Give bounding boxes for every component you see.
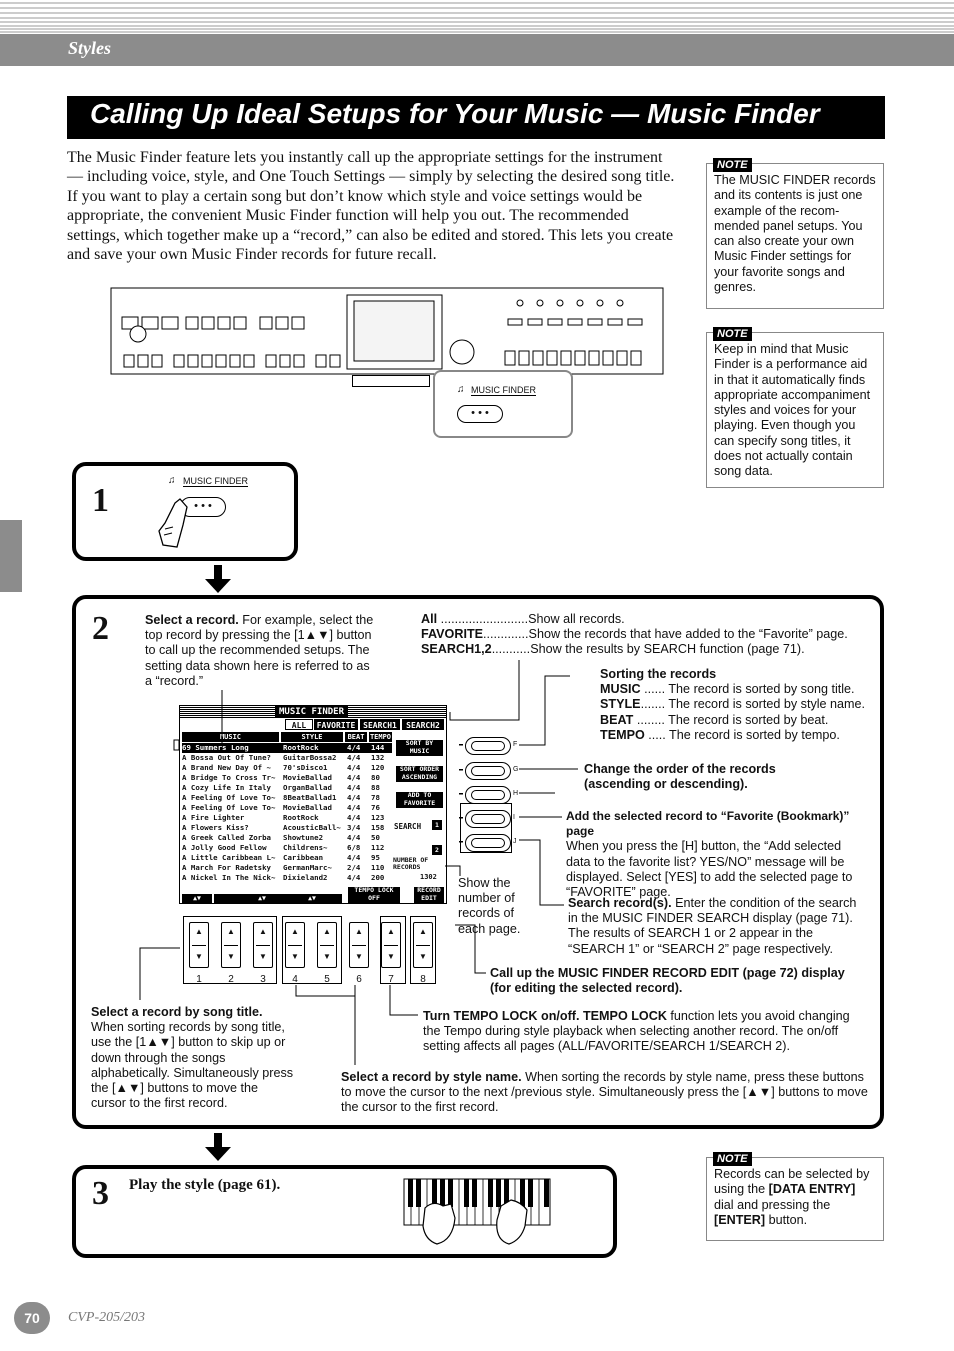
record-cell[interactable]: 120 bbox=[371, 763, 385, 772]
record-cell[interactable]: 78 bbox=[371, 793, 380, 802]
record-cell[interactable]: 4/4 bbox=[347, 773, 361, 782]
sort-tempo: TEMPO ..... The record is sorted by tempo. bbox=[600, 727, 840, 742]
record-cell[interactable]: Childrens~ bbox=[283, 843, 328, 852]
sort-order-button[interactable]: SORT ORDER ASCENDING bbox=[396, 766, 443, 782]
record-cell[interactable]: RootRock bbox=[283, 743, 319, 752]
model-name: CVP-205/203 bbox=[68, 1310, 145, 1325]
by-song-title: Select a record by song title. bbox=[91, 1005, 263, 1019]
note-text: Records can be selected by using the [DATA ENTRY] dial and pressing the [ENTER] button. bbox=[714, 1167, 870, 1227]
sort-style: STYLE....... The record is sorted by style name. bbox=[600, 697, 866, 712]
search-label: SEARCH bbox=[394, 822, 422, 831]
record-cell[interactable]: AcousticBall~ bbox=[283, 823, 341, 832]
note-tag: NOTE bbox=[713, 1152, 752, 1166]
scroll-button-2[interactable]: ▲▼ bbox=[214, 894, 310, 903]
slider-number: 6 bbox=[356, 974, 362, 985]
step-1-label: MUSIC FINDER bbox=[183, 476, 248, 486]
record-cell[interactable]: MovieBallad bbox=[283, 773, 332, 782]
record-cell[interactable]: A Feeling Of Love To~ bbox=[182, 793, 276, 802]
record-cell[interactable]: 144 bbox=[371, 743, 385, 752]
record-cell[interactable]: 70'sDisco1 bbox=[283, 763, 328, 772]
slider-number: 7 bbox=[388, 974, 394, 985]
music-finder-icon: ♫ bbox=[457, 384, 465, 395]
sorting-title: Sorting the records bbox=[600, 667, 717, 681]
record-cell[interactable]: GermanMarc~ bbox=[283, 863, 332, 872]
side-letter-g: G bbox=[513, 766, 519, 773]
record-cell[interactable]: 80 bbox=[371, 773, 380, 782]
record-cell[interactable]: Dixieland2 bbox=[283, 873, 328, 882]
slider-number: 2 bbox=[228, 974, 234, 985]
slider-number: 4 bbox=[292, 974, 298, 985]
col-beat: BEAT bbox=[345, 732, 367, 742]
note-box-3 bbox=[706, 1153, 884, 1241]
sort-by-button[interactable]: SORT BY MUSIC bbox=[396, 740, 443, 756]
note-tag: NOTE bbox=[713, 158, 752, 172]
record-cell[interactable]: 4/4 bbox=[347, 753, 361, 762]
record-cell[interactable]: 3/4 bbox=[347, 823, 361, 832]
record-edit-text: Call up the MUSIC FINDER RECORD EDIT (page 72) display (for editing the selected record). bbox=[490, 966, 845, 996]
record-cell[interactable]: A Greek Called Zorba bbox=[182, 833, 271, 842]
sort-beat: BEAT ........ The record is sorted by beat. bbox=[600, 712, 829, 727]
step-3-text: Play the style (page 61). bbox=[129, 1177, 281, 1193]
by-song-text: When sorting records by song title, use the [1▲▼] button to skip up or down through the songs alphabetically. Simultaneously press the [▲▼] buttons to move the cursor to the first record. bbox=[91, 1020, 294, 1111]
filter-all: All .........................Show all records. bbox=[421, 612, 625, 626]
record-cell[interactable]: 2/4 bbox=[347, 863, 361, 872]
side-letter-f: F bbox=[513, 741, 518, 748]
record-cell[interactable]: 50 bbox=[371, 833, 380, 842]
tempo-lock-text: function lets you avoid changing the Tempo during style playback when selecting another record. The on/off setting affects all pages (ALL/FAVORITE/SEARCH 1/SEARCH 2). bbox=[423, 1009, 850, 1054]
select-record-bold: Select a record. bbox=[145, 613, 239, 627]
music-finder-label: MUSIC FINDER bbox=[471, 385, 536, 395]
scroll-button-1[interactable]: ▲▼ bbox=[182, 894, 212, 903]
record-cell[interactable]: 4/4 bbox=[347, 833, 361, 842]
add-favorite-button[interactable]: ADD TO FAVORITE bbox=[396, 792, 443, 808]
record-cell[interactable]: 200 bbox=[371, 873, 385, 882]
search-1-button[interactable]: 1 bbox=[432, 820, 442, 830]
record-cell[interactable]: 4/4 bbox=[347, 803, 361, 812]
record-cell[interactable]: A Jolly Good Fellow bbox=[182, 843, 267, 852]
slider-number: 5 bbox=[324, 974, 330, 985]
favorite-text: When you press the [H] button, the “Add selected data to the favorite list? YES/NO” message will be displayed. Select [YES] to add the selected page to “FAVORITE” page. bbox=[566, 839, 853, 900]
by-style-text: When sorting the records by style name, press these buttons to move the cursor to the next /previous style. Simultaneously press the [▲▼] buttons to move the cursor to the first record. bbox=[341, 1070, 868, 1115]
record-cell[interactable]: 4/4 bbox=[347, 873, 361, 882]
by-style-title: Select a record by style name. bbox=[341, 1070, 522, 1084]
page-number: 70 bbox=[14, 1302, 50, 1334]
page-title: Calling Up Ideal Setups for Your Music — Music Finder bbox=[90, 98, 820, 129]
record-cell[interactable]: A Fire Lighter bbox=[182, 813, 245, 822]
note-text: Keep in mind that Music Finder is a performance aid in that it automatically finds appropriate accompaniment styles and voices for your playing. Even though you can specify song titles, it does not actually contain song data. bbox=[714, 342, 871, 479]
step-2-number: 2 bbox=[92, 610, 109, 647]
col-tempo: TEMPO bbox=[369, 733, 392, 741]
record-cell[interactable]: 123 bbox=[371, 813, 385, 822]
change-order-text: Change the order of the records (ascending or descending). bbox=[584, 762, 776, 792]
number-of-records-value: 1302 bbox=[420, 873, 437, 881]
col-style: STYLE bbox=[281, 732, 343, 742]
record-cell[interactable]: RootRock bbox=[283, 813, 319, 822]
record-cell[interactable]: 69 Summers Long bbox=[182, 743, 249, 752]
note-tag: NOTE bbox=[713, 327, 752, 341]
record-cell[interactable]: 110 bbox=[371, 863, 385, 872]
record-cell[interactable]: GuitarBossa2 bbox=[283, 753, 337, 762]
slider-number: 3 bbox=[260, 974, 266, 985]
record-edit-button[interactable]: RECORD EDIT bbox=[414, 887, 444, 903]
record-cell[interactable]: OrganBallad bbox=[283, 783, 332, 792]
filter-search: SEARCH1,2...........Show the results by SEARCH function (page 71). bbox=[421, 642, 805, 657]
sort-music: MUSIC ...... The record is sorted by song title. bbox=[600, 682, 855, 697]
record-cell[interactable]: A Nickel In The Nick~ bbox=[182, 873, 276, 882]
tab-all[interactable]: ALL bbox=[285, 719, 313, 730]
slider-number: 8 bbox=[420, 974, 426, 985]
record-cell[interactable]: A Brand New Day Of ~ bbox=[182, 763, 271, 772]
step-1-button[interactable]: • • • bbox=[180, 497, 226, 517]
filter-favorite: FAVORITE.............Show the records that have added to the “Favorite” page. bbox=[421, 627, 848, 642]
tempo-lock-button[interactable]: TEMPO LOCK OFF bbox=[348, 887, 400, 903]
col-music: MUSIC bbox=[182, 732, 279, 742]
tempo-lock-bold: Turn TEMPO LOCK on/off. TEMPO LOCK bbox=[423, 1009, 667, 1023]
tab-search2[interactable]: SEARCH2 bbox=[402, 719, 444, 730]
slider-number: 1 bbox=[196, 974, 202, 985]
search-text: Enter the condition of the search in the MUSIC FINDER SEARCH display (page 71). The results of SEARCH 1 or 2 appear in the “SEARCH 1” or “SEARCH 2” page respectively. bbox=[568, 896, 857, 956]
record-cell[interactable]: A Cozy Life In Italy bbox=[182, 783, 271, 792]
favorite-title: Add the selected record to “Favorite (Bookmark)” page bbox=[566, 809, 850, 839]
tab-favorite[interactable]: FAVORITE bbox=[314, 719, 358, 730]
record-cell[interactable]: 4/4 bbox=[347, 853, 361, 862]
record-cell[interactable]: A Flowers Kiss? bbox=[182, 823, 249, 832]
note-text: The MUSIC FINDER records and its contents is just one example of the recom-mended panel setups. You can also create your own Music Finder settings for your favorite songs and genres. bbox=[714, 173, 876, 295]
music-finder-icon: ♫ bbox=[168, 475, 176, 486]
step-1-number: 1 bbox=[92, 482, 109, 519]
show-count-text: Show the number of records of each page. bbox=[458, 876, 521, 936]
record-cell[interactable]: Showtune2 bbox=[283, 833, 324, 842]
record-cell[interactable]: 95 bbox=[371, 853, 380, 862]
side-letter-h: H bbox=[513, 790, 519, 797]
select-record-body: For example, select the top record by pressing the [1▲▼] button to call up the recommended setups. The setting data shown here is referred to as a “record.” bbox=[145, 613, 374, 688]
record-cell[interactable]: A Feeling Of Love To~ bbox=[182, 803, 276, 812]
record-cell[interactable]: 4/4 bbox=[347, 813, 361, 822]
record-cell[interactable]: 76 bbox=[371, 803, 380, 812]
scroll-button-3[interactable]: ▲▼ bbox=[282, 894, 342, 903]
record-cell[interactable]: 88 bbox=[371, 783, 380, 792]
record-cell[interactable]: 4/4 bbox=[347, 743, 361, 752]
search-title: Search record(s). bbox=[568, 896, 672, 910]
step-3-number: 3 bbox=[92, 1175, 109, 1212]
search-2-button[interactable]: 2 bbox=[432, 845, 442, 855]
side-letter-i: I bbox=[513, 814, 515, 821]
screen-title: MUSIC FINDER bbox=[275, 706, 348, 718]
record-cell[interactable]: 4/4 bbox=[347, 783, 361, 792]
record-cell[interactable]: A Little Caribbean L~ bbox=[182, 853, 276, 862]
record-cell[interactable]: 4/4 bbox=[347, 793, 361, 802]
tab-search1[interactable]: SEARCH1 bbox=[360, 719, 400, 730]
record-cell[interactable]: 132 bbox=[371, 753, 385, 762]
record-cell[interactable]: A March For Radetsky bbox=[182, 863, 271, 872]
record-cell[interactable]: 112 bbox=[371, 843, 385, 852]
record-cell[interactable]: MovieBallad bbox=[283, 803, 332, 812]
number-of-records-label: NUMBER OF RECORDS bbox=[393, 856, 429, 871]
record-cell[interactable]: 4/4 bbox=[347, 763, 361, 772]
side-letter-j: J bbox=[513, 838, 517, 845]
section-title: Styles bbox=[68, 38, 111, 58]
record-cell[interactable]: 6/8 bbox=[347, 843, 361, 852]
record-cell[interactable]: A Bridge To Cross Tr~ bbox=[182, 773, 276, 782]
record-cell[interactable]: 158 bbox=[371, 823, 385, 832]
record-cell[interactable]: 8BeatBallad1 bbox=[283, 793, 337, 802]
record-cell[interactable]: A Bossa Out Of Tune? bbox=[182, 753, 271, 762]
keyboard-hands-icon bbox=[403, 1178, 553, 1248]
music-finder-button[interactable]: • • • bbox=[457, 405, 503, 423]
record-cell[interactable]: Caribbean bbox=[283, 853, 324, 862]
intro-paragraph: The Music Finder feature lets you instantly call up the appropriate settings for the instrument — including voice, style, and One Touch Settings — simply by selecting the desired song title. If you want to play a certain song but don’t know which style and voice settings would be appropriate, the convenient Music Finder function will help you out. The recommended settings, which together make up a “record,” can also be edited and stored. This lets you create and save your own Music Finder records for future recall. bbox=[67, 149, 675, 264]
